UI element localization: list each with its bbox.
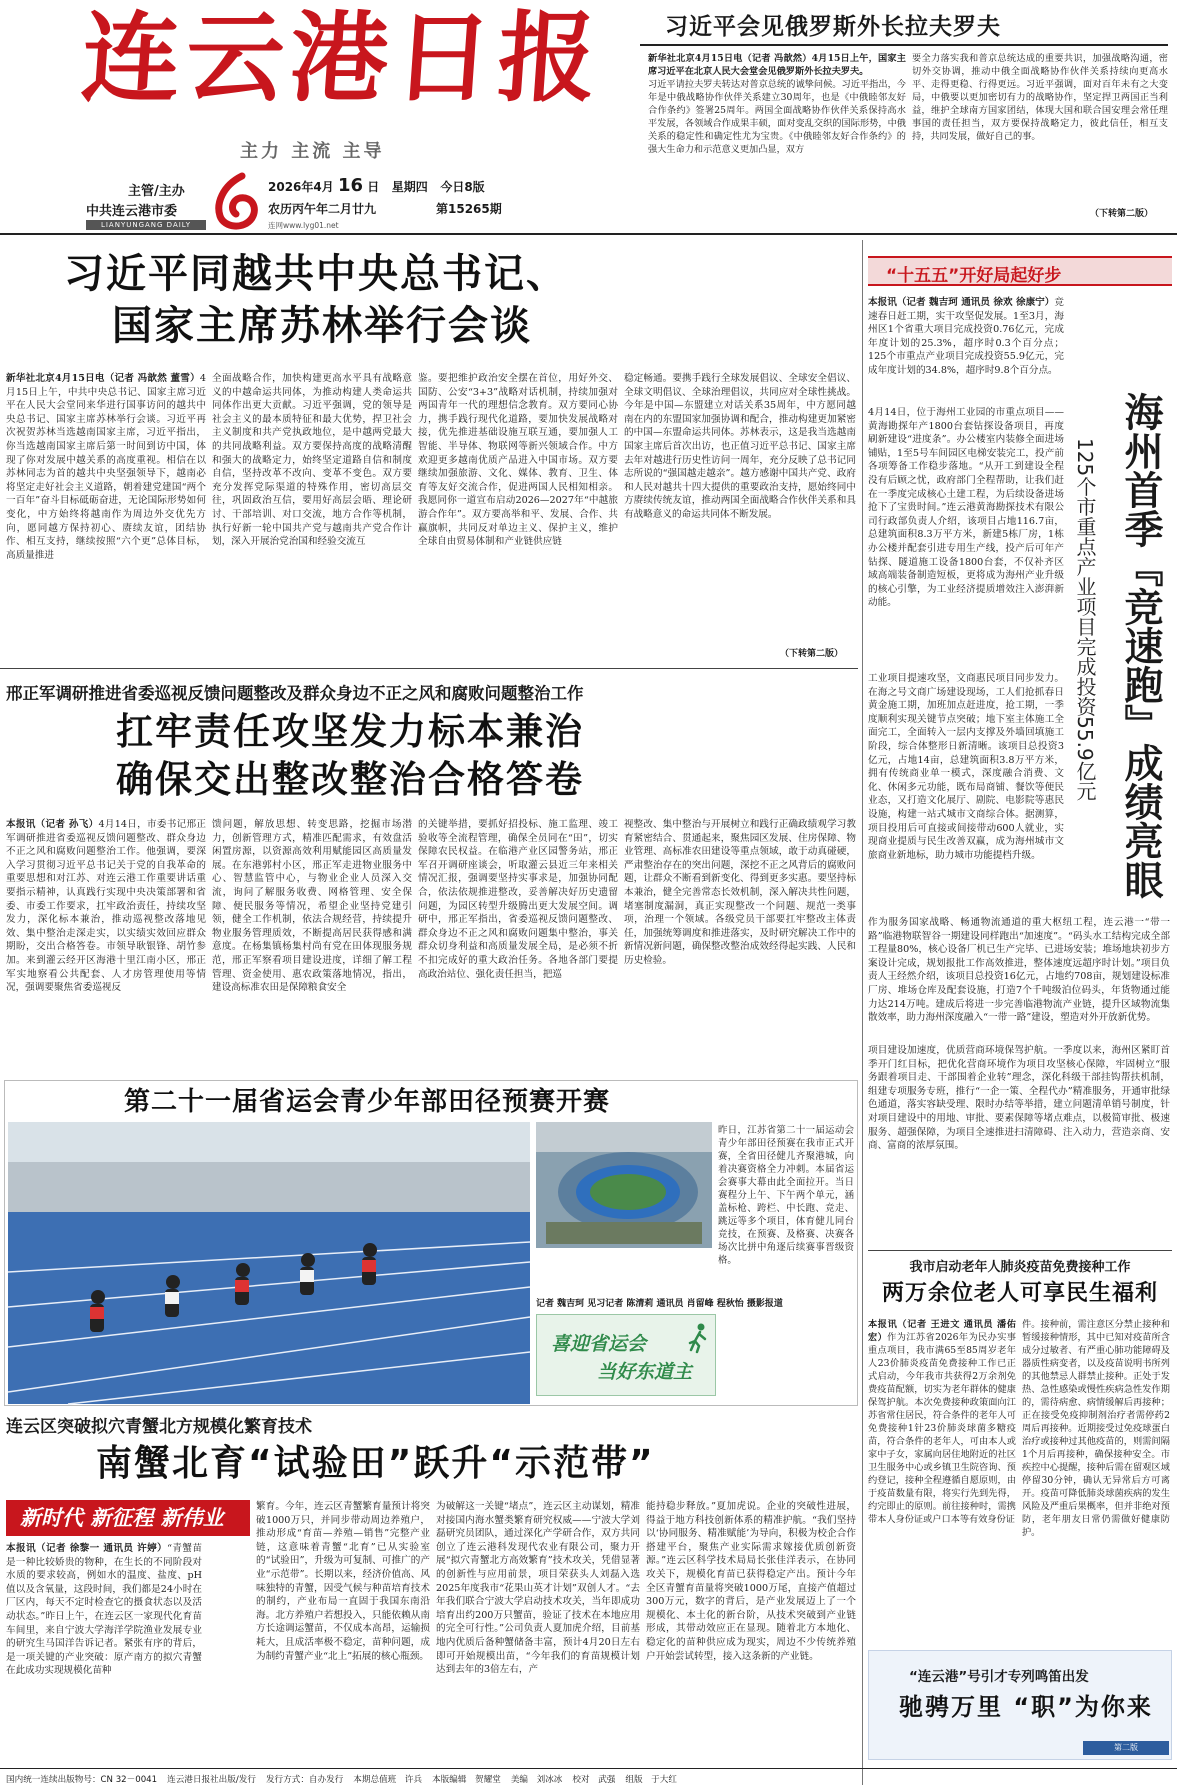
- lead-col3: [418, 372, 618, 662]
- top-story-lead: 新华社北京4月15日电（记者 冯歆然）4月15日上午，国家主席习近平在北京人民大会堂会见俄罗斯外长拉夫罗夫。: [648, 53, 906, 77]
- lunar-date: 农历丙午年二月廿九: [268, 202, 377, 216]
- story3-text: [718, 1124, 854, 1266]
- footer-item: 组版 于大红: [625, 1775, 677, 1785]
- top-story-col2: [912, 52, 1168, 192]
- right-col-text5: [868, 1044, 1170, 1244]
- footer: [6, 1772, 1172, 1788]
- lead-col1-text: 4月15日上午，中共中央总书记、国家主席习近平在人民大会堂同来华进行国事访问的越共中央总书记、国家主席苏林举行会谈。习近平再次祝贺苏林当选越南国家主席，习近平指出，你当选越南国家主席后第一时间到访中国，体现了你对发展中越关系的高度重视。相信在以苏林同志为首的越共中央坚强领导下，越南必将坚定走好社会主义道路，朝着建党建国“两个一百年”奋斗目标砥砺奋进，无论国际形势如何变化，中方始终将越南作为周边外交优先方向，愿同越方保持初心、赓续友谊，团结协作、相互支持，继续按照“六个更”总体目标，高质量推进: [6, 373, 206, 561]
- top-story-col2-text: 要全力落实我和普京总统达成的重要共识，加强战略沟通，密切外交协调，推动中俄全面战略协作伙伴关系持续向更高水平、走得更稳、行得更远。习近平强调，面对百年未有之大变局，中俄要以更加密切有力的战略协作，坚定捍卫两国正当利益，维护全球南方国家团结，体现大国和联合国安理会常任理事国的责任担当，双方要保持战略定力，彼此信任，相互支持，共同发展，做好自己的事。: [912, 53, 1168, 142]
- top-story-col1-text: 习近平请拉夫罗夫转达对普京总统的诚挚问候。习近平指出，今年是中俄战略协作伙伴关系建立30周年，也是《中俄睦邻友好合作条约》签署25周年。两国全面战略协作伙伴关系保持高水平发展，各领域合作成果丰硕，面对变乱交织的国际形势，中俄关系的稳定性和确定性尤为宝贵。《中俄睦邻友好合作条约》的强大生命力和示范意义更加凸显，双方: [648, 79, 906, 155]
- story2-kicker: 邢正军调研推进省委巡视反馈问题整改及群众身边不正之风和腐败问题整治工作: [6, 684, 584, 703]
- story2-byline: 本报讯（记者 孙飞）: [6, 819, 99, 830]
- story4-byline: 本报讯（记者 徐黎一 通讯员 许婷）: [6, 1543, 168, 1554]
- footer-item: 校对 武强: [572, 1775, 616, 1785]
- footer-item: 本版编辑 贺耀堂: [432, 1775, 501, 1785]
- column-banner-text: 新时代 新征程 新伟业: [20, 1505, 224, 1530]
- lead-col2-text: 全面战略合作，加快构建更高水平具有战略意义的中越命运共同体，为推动构建人类命运共同体作出更大贡献。习近平强调，党的领导是社会主义的最本质特征和最大优势，捍卫社会主义制度和共产党执政地位，是中越两党最大的共同战略利益。双方要保持高度的战略清醒和强大的战略定力，始终坚定道路自信和制度自信，坚持改革不改向、变革不变色。双方要充分发挥党际渠道的特殊作用，密切高层交往，巩固政治互信，要用好高层会晤、理论研讨、干部培训、对口交流，地方合作等机制，执行好新一轮中国共产党与越南共产党合作计划，深入开展治党治国和经验交流互: [212, 373, 412, 548]
- column-banner: [6, 1500, 250, 1536]
- promo-page-ref: [1083, 1741, 1169, 1755]
- sponsor-line2: 中共连云港市委: [86, 204, 178, 219]
- lead-byline: 新华社北京4月15日电（记者 冯歆然 董雪）: [6, 373, 200, 384]
- story2-col3: [418, 818, 618, 1074]
- english-name: LIANYUNGANG DAILY: [100, 221, 192, 229]
- top-story-continued: （下转第二版）: [1090, 209, 1154, 219]
- right-text3: 工业项目提速攻坚，文商惠民项目同步发力。在海之号文商广场建设现场，工人们抢抓春日黄金施工期，加班加点赶进度，抢工期，一季度顺利实现关键节点突破；地下室主体施工全面完工，全面转入一层内支撑及外墙回填施工阶段，综合体整形日新清晰。该项目总投资3亿元，占地14亩，总建筑面积3.8万平方米，拥有传统商业单一模式，深度融合消费、文化、休闲多元功能，既布局商铺、餐饮等便民业态，又打造文化展厅、剧院、电影院等惠民设施，构建一站式城市文商综合体。据测算，项目投用后可直接或间接带动600人就业，实现商业提质与民生改善双赢，成为海州城市文旅商业新地标，助力城市功能提档升级。: [868, 673, 1064, 861]
- story3-credit: 记者 魏吉珂 见习记者 陈清莉 通讯员 肖留峰 程秋怡 摄影报道: [536, 1299, 783, 1309]
- story5-byline: 本报讯（记者 王进文 通讯员 潘佑宏）: [868, 1319, 1016, 1343]
- footer-item: 连云港日报社出版/发行: [167, 1775, 256, 1785]
- story4-col1-text: “青蟹苗是一种比较娇贵的物种，在生长的不同阶段对水质的要求较高，例如水的温度、盐度、pH值以及含氧量，这段时间，我们都是24小时在厂区内，每天不定时检查它的摄食状态以及活动状态。”昨日上午，在连云区一家现代化育苗车间里，来自宁波大学海洋学院渔业发展专业的研究生马国洋告诉记者。紧张有序的背后，是一项关键的产业突破：原产南方的拟穴青蟹在此成功实现规模化苗种: [6, 1543, 202, 1677]
- footer-item: 美编 刘冰冰: [510, 1775, 563, 1785]
- date-day: 16: [337, 175, 363, 196]
- right-lead: [868, 296, 1064, 402]
- story2-headline-2: 确保交出整改整治合格答卷: [116, 758, 584, 801]
- weekday: 星期四: [391, 180, 428, 194]
- footer-item: 本期总值班 许兵: [353, 1775, 423, 1785]
- right-text4: 作为服务国家战略、畅通物流通道的重大枢纽工程，连云港一“带一路”临港物联智谷一期建设同样跑出“加速度”。“码头水工结构完成全部工程量80%，核心设备厂机已生产完毕、已进场安装；堆场地块初步方案设计完成，规划报批工作高效推进，整体速度远超序时计划。”项目负责人王经然介绍，该项目总投资16亿元，占地约708亩，规划建设标准厂房、堆场仓库及配套设施，打造7个千吨级泊位码头，年货物通过能力达214万吨。建成后将进一步完善临港物流产业链，提升区域物流集散效率，助力海州深度融入“一带一路”建设，塑造对外开放新优势。: [868, 917, 1170, 1024]
- story5-col2-text: 件。接种前，需注意区分禁止接种和暂缓接种情形，其中已知对疫苗所含成分过敏者、有严重心肺功能障碍及器质性病变者，以及疫苗说明书所列的其他禁忌人群禁止接种。正处于发热、急性感染或慢性疾病急性发作期的，需待病愈、病情缓解后再接种；正在接受免疫抑制剂治疗者需停药2周后再接种。近期接受过免疫球蛋白治疗或接种过其他疫苗的，则需间隔1个月后再接种，确保接种安全。市疾控中心提醒，接种后需在留观区域停留30分钟，确认无异常后方可离开。疫苗可降低肺炎球菌疾病的发生风险及严重后果概率，但并非绝对预防，老年朋友日常仍需做好健康防护。: [1022, 1319, 1170, 1538]
- promo-headline: 驰骋万里 “职”为你来: [899, 1693, 1153, 1721]
- lead-col3-text: 鉴。要把维护政治安全摆在首位，用好外交、国防、公安“3+3”战略对话机制，持续加强对两国青年一代的理想信念教育。双方要同心协力，携手践行现代化道路，要加快发展战略对接，优先推进基础设施互联互通，要加强人工智能、半导体、物联网等新兴领域合作。中方欢迎更多越南优质产品进入中国市场。双方要继续加强旅游、文化、媒体、教育、卫生、体育等友好交流合作，促进两国人民相知相亲。我愿同你一道宣布启动2026—2027年“中越旅游合作年”。双方要高举和平、发展、合作、共赢旗帜，共同反对单边主义、保护主义，维护全球自由贸易体制和产业链供应链: [418, 373, 618, 548]
- right-col-text2: [868, 406, 1064, 668]
- right-byline: 本报讯（记者 魏吉珂 通讯员 徐欢 徐康宁）: [868, 297, 1055, 308]
- story3-text-body: 昨日，江苏省第二十一届运动会青少年部田径预赛在我市正式开赛，全省田径健儿齐聚港城，向着决赛资格全力冲刺。本届省运会赛事大幕由此全面拉开。当日赛程分上午、下午两个单元，涵盖标枪、跨栏、中长跑、竞走、跳远等多个项目，体育健儿同台竞技，在预赛、及格赛、决赛各场次比拼中角逐后续赛事晋级资格。: [718, 1125, 854, 1266]
- lead-col4-text: 稳定畅通。要携手践行全球发展倡议、全球安全倡议、全球文明倡议、全球治理倡议，共同应对全球性挑战。今年是中国—东盟建立对话关系35周年，中方愿同越南在内的东盟国家加强协调和配合，推动构建更加紧密的中国—东盟命运共同体。苏林表示，这是我当选越南国家主席后首次出访，也正值习近平总书记、国家主席去年对越进行历史性访问一周年，充分反映了总书记同志所说的“强国越走越亲”。越方感谢中国共产党、政府和人民对越共十四大提供的重要政治支持，愿始终同中方赓续传统友谊，推动两国全面战略合作伙伴关系和具有战略意义的命运共同体不断发展。: [624, 373, 856, 520]
- slogan-card-line1: 喜迎省运会: [551, 1333, 647, 1355]
- story4-col3-text: 为破解这一关键“堵点”，连云区主动谋划，精准对接国内海水蟹类繁育研究权威——宁波大学刘磊研究员团队，通过深化产学研合作，双方共同创立了连云港科发现代农业有限公司，聚力开展“拟穴青蟹北方高效繁育”技术攻关，凭借显著的创新性与应用前景，项目荣获头人刘磊入选2025年度我市“花果山英才计划”双创人才。“去年我们联合宁波大学启动技术攻关，当年即成功培育出约200万只蟹苗，验证了技术在本地应用的完全可行性。”公司负责人夏加虎介绍，目前基地内优质后备种蟹储备丰富，预计4月20日左右即可开始规模出苗，“今年我们的育苗规模计划达到去年的3倍左右，产: [436, 1501, 640, 1676]
- masthead-title: 连云港日报: [78, 1, 607, 116]
- story5-col1: [868, 1318, 1016, 1644]
- story4-col3: [436, 1500, 640, 1762]
- story4-col4-text: 能持稳步释放。”夏加虎说。企业的突破性进展，得益于地方科技创新体系的精准护航。“我们坚持以‘协同服务、精准赋能’为导向，积极为校企合作搭建平台，聚焦产业实际需求嫁接优质创新资源。”连云区科学技术局局长张佳洋表示，在协同攻关下，规模化育苗已获得稳定产出。预计今年全区青蟹育苗量将突破1000万尾，直接产值超过300万元，数字的背后，是产业发展迈上了一个规模化、本土化的新台阶，从技术突破到产业链形成，其带动效应正在显现。随着北方本地化、稳定化的苗种供应成为现实，周边不少传统养殖户开始尝试转型，接入这条新的产业链。: [646, 1501, 856, 1662]
- masthead-slogan: 主力 主流 主导: [240, 141, 385, 162]
- promo-page-ref-text: 第二版: [1114, 1743, 1138, 1752]
- masthead: [0, 0, 1177, 232]
- story4-kicker: 连云区突破拟穴青蟹北方规模化繁育技术: [6, 1417, 312, 1437]
- footer-item: 国内统一连续出版物号：CN 32－0041: [6, 1775, 158, 1785]
- track-photo: [8, 1122, 530, 1404]
- promo-kicker: “连云港”号引才专列鸣笛出发: [909, 1669, 1089, 1685]
- lead-col1: [6, 372, 206, 662]
- story4-col4: [646, 1500, 856, 1762]
- story2-col4-text: 视整改、集中整治与开展树立和践行正确政绩观学习教育紧密结合、贯通起来，聚焦园区发展、住房保障、物业管理、高标准农田建设等重点领域，敢于动真碰硬，严肃整治存在的突出问题，深挖不正之风背后的腐败问题，让群众不断看到新变化、得到更多实惠。要坚持标本兼治，健全完善常态长效机制，深入解决共性问题，堵塞制度漏洞，真正实现整改一个问题、规范一类事项，治理一个领域。各级党员干部要扛牢整改主体责任，加强统筹调度和推进落实，及时研究解决工作中的新情况新问题，确保整改整治成效经得起实践、人民和历史检验。: [624, 819, 856, 966]
- website[interactable]: 连网www.lyg01.net: [268, 221, 339, 230]
- swirl-logo-icon: [212, 174, 260, 230]
- story4-headline: 南蟹北育“试验田”跃升“示范带”: [96, 1443, 655, 1484]
- story5-col1-text: 作为江苏省2026年为民办实事重点项目，我市满65至85周岁老年人23价肺炎疫苗免费接种工作已正式启动，今年我市共获得2万余剂免费疫苗配额，切实为老年群体的健康保驾护航。本次免费接种政策面向江苏省常住居民，符合条件的老年人可免费接种1针23价肺炎球菌多糖疫苗，符合条件的老年人，可由本人或家中子女，家属向居住地附近的社区卫生服务中心或乡镇卫生院咨询、预约登记，接种全程遵循自愿原则，由于疫苗数量有限，将实行先到先得，约完即止的原则。前往接种时，需携带本人身份证或户口本等有效身份证: [868, 1332, 1016, 1525]
- date-prefix: 2026年4月: [268, 180, 334, 194]
- footer-item: 发行方式：自办发行: [265, 1775, 344, 1785]
- english-bar: [86, 220, 206, 230]
- right-col-text4: [868, 916, 1170, 1040]
- story5-col2: [1022, 1318, 1170, 1644]
- page-count: 今日8版: [440, 180, 485, 194]
- issue-info: [268, 176, 568, 197]
- runner-icon: [687, 1323, 711, 1357]
- right-banner-text: “十五五”开好局起好步: [886, 266, 1062, 286]
- right-text2: 4月14日，位于海州工业园的市重点项目——黄海勘探年产1800台套钻探设备项目，再度刷新建设“进度条”。办公楼室内装修全面进场铺贴，1至5号车间园区电梯安装完工，投产前各项筹备工作稳步落地。“从开工到建设全程没有后顾之忧，政府部门全程帮助，让我们赶在一季度完成核心土建工程，为后续设备进场抢下了宝贵时间。”连云港黄海勘探技术有限公司行政部负责人介绍，该项目占地116.7亩，总建筑面积8.3万平方米，新建5栋厂房，1栋办公楼并配套引进专用生产线，投产后可年产钻探、隧道施工设备1800台套，不仅补齐区域高端装备制造短板，更将成为海州产业升级的核心引擎，为工业经济提质增效注入澎湃新动能。: [868, 407, 1064, 609]
- top-story-col1: [648, 52, 906, 220]
- top-story-headline: 习近平会见俄罗斯外长拉夫罗夫: [665, 14, 1001, 40]
- lead-continued: （下转第二版）: [780, 649, 844, 659]
- slogan-card: [536, 1314, 716, 1396]
- story2-col1: [6, 818, 206, 1074]
- story4-col1: [6, 1542, 202, 1762]
- story5-kicker: 我市启动老年人肺炎疫苗免费接种工作: [909, 1260, 1131, 1275]
- lead-col4: [624, 372, 856, 644]
- date-suffix: 日: [367, 180, 380, 194]
- right-text5: 项目建设加速度，优质营商环境保驾护航。一季度以来，海州区紧盯首季开门红目标，把优化营商环境作为项目攻坚核心保障，牢固树立“服务跟着项目走、干部围着企业转”理念，深化科级干部挂钩帮扶机制，组建专项服务专班，推行“一企一策、全程代办”精准服务，开通审批绿色通道，落实容缺受理、限时办结等举措，建立问题清单销号制度，针对项目建设中的用地、审批、要素保障等堵点难点，以极简审批、极速服务、超强保障，为项目全速推进扫清障碍、注入动力，营造亲商、安商、富商的浓厚氛围。: [868, 1045, 1170, 1152]
- right-col-text3: [868, 672, 1064, 912]
- lead-col2: [212, 372, 412, 662]
- lead-headline-1: 习近平同越共中央总书记、: [64, 251, 568, 297]
- story3-headline: 第二十一届省运会青少年部田径预赛开赛: [124, 1087, 611, 1117]
- sponsor-line1: 主管/主办: [128, 184, 185, 199]
- promo-box[interactable]: [868, 1650, 1172, 1760]
- slogan-card-line2: 当好东道主: [597, 1361, 693, 1383]
- story5-headline: 两万余位老人可享民生福利: [881, 1281, 1158, 1306]
- story2-col2: [212, 818, 412, 1074]
- story4-col2-text: 繁育。今年，连云区青蟹繁育量预计将突破1000万只，并同步带动周边养殖户，推动形成“育苗—养殖—销售”完整产业链，这意味着青蟹“北育”已从实验室的“试验田”，升级为可复制、可推广的产业“示范带”。长期以来，经济价值高、风味独特的青蟹，因受气候与种苗培育技术的制约，产业布局一直固于我国东南沿海。北方养殖户若想投入，只能依赖从南方长途调运蟹苗，不仅成本高昂，运输损耗大，且成活率极不稳定，苗种问题，成为制约青蟹产业“北上”拓展的核心瓶颈。: [256, 1501, 430, 1662]
- story2-col1-text: 4月14日，市委书记邢正军调研推进省委巡视反馈问题整改、群众身边不正之风和腐败问题整治工作。他强调，要深入学习贯彻习近平总书记关于党的自我革命的重要思想和对江苏、对连云港工作重要讲话重要指示精神，认真践行实现中央决策部署和省委、市委工作要求，扛牢政治责任，持续攻坚发力，深化标本兼治，推动巡视整改落地见效、集中整治走深走实，以实绩实效回应群众期盼，交出合格答卷。市领导耿银锋、胡竹参加。来到灌云经开区海港十里江南小区，邢正军实地察看公共配套、人才房管理使用等情况，强调要聚焦省委巡视反: [6, 819, 206, 994]
- story2-headline-1: 扛牢责任攻坚发力标本兼治: [116, 710, 584, 753]
- story2-col2-text: 馈问题，解放思想、转变思路，挖掘市场潜力，创新管理方式，精准匹配需求，有效盘活闲置房源，以资源高效利用赋能园区高质量发展。在东港郭村小区，邢正军走进物业服务中心、智慧监管中心，与物业企业人员深入交流，询问了解服务收费、网格管理、安全保障、便民服务等情况，希望企业坚持党建引领，健全工作机制，依法合规经营，持续提升物业服务管理质效，不断提高居民获得感和满意度。在杨集镇杨集村尚有党在田体现服务规范，邢正军察看项目建设进度，详细了解工程管理、资金使用、惠农政策落地情况，指出，建设高标准农田是保障粮食安全: [212, 819, 412, 994]
- lead-headline-2: 国家主席苏林举行会谈: [112, 303, 532, 349]
- story4-col2: [256, 1500, 430, 1762]
- vertical-subhead: 125个市重点产业项目完成投资55.9亿元: [1073, 438, 1097, 801]
- right-text1: 竞速春日赶工期，实干攻坚促发展。1至3月，海州区1个省重大项目完成投资0.76亿元，完成年度计划的25.3%，超序时0.3个百分点；125个市重点产业项目完成投资55.9亿元，完成年度计划的34.8%，超序时9.8个百分点。: [868, 297, 1064, 376]
- stadium-photo: [536, 1122, 712, 1248]
- vertical-headline: 海州首季『竞速跑』成绩亮眼: [1118, 392, 1163, 899]
- right-banner: [868, 256, 1172, 286]
- story2-col3-text: 的关键举措，要抓好招投标、施工监理、竣工验收等全流程管理，确保全员同在“田”，切实保障农民权益。在临港产业区园警务站，邢正军召开调研座谈会，听取灌云县近三年来相关情况汇报，强调要坚持实事求是，加强协同配合，依法依规推进整改，妥善解决好历史遗留问题，为园区转型升级腾出更大发展空间。调研中，邢正军指出，省委巡视反馈问题整改、群众身边不正之风和腐败问题集中整治，事关群众切身利益和高质量发展全局，是必须不折不扣完成好的重大政治任务。各地各部门要提高政治站位、强化责任担当，把巡: [418, 819, 618, 980]
- issue-number: 第15265期: [436, 202, 502, 216]
- story2-col4: [624, 818, 856, 1074]
